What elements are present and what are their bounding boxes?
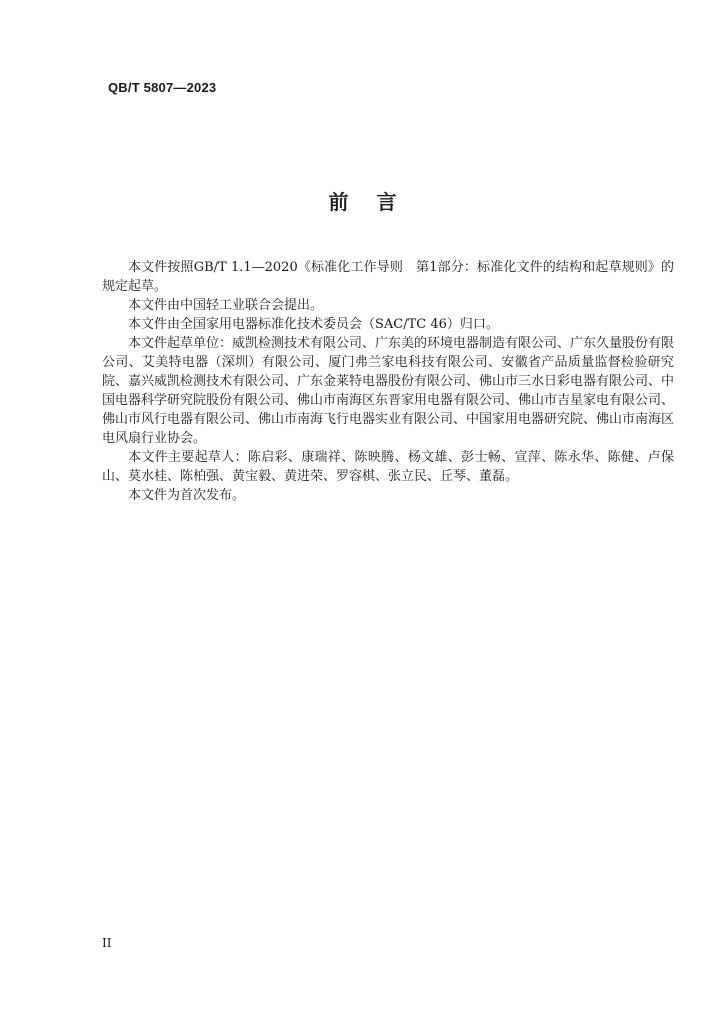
paragraph-main-drafters: 本文件主要起草人：陈启彩、康瑞祥、陈映腾、杨文雄、彭士畅、宣萍、陈永华、陈健、卢保山、莫水桂、陈柏强、黄宝毅、黄进荣、罗容棋、张立民、丘琴、董磊。 bbox=[102, 450, 674, 484]
document-code-header: QB/T 5807—2023 bbox=[108, 80, 217, 95]
paragraph-drafting-units: 本文件起草单位：威凯检测技术有限公司、广东美的环境电器制造有限公司、广东久量股份有限公司、艾美特电器（深圳）有限公司、厦门弗兰家电科技有限公司、安徽省产品质量监督检验研究院、嘉兴威凯检测技术有限公司、广东金莱特电器股份有限公司、佛山市三水日彩电器有限公司、中国电器科学研究院股份有限公司、佛山市南海区东晋家用电器有限公司、佛山市吉星家电有限公司、佛山市风行电器有限公司、佛山市南海飞行电器实业有限公司、中国家用电器研究院、佛山市南海区电风扇行业协会。 bbox=[102, 336, 675, 446]
page-number: II bbox=[102, 936, 112, 950]
paragraph-proposer: 本文件由中国轻工业联合会提出。 bbox=[128, 298, 324, 313]
paragraph-administrator: 本文件由全国家用电器标准化技术委员会（SAC/TC 46）归口。 bbox=[128, 317, 499, 332]
page-title: 前言 bbox=[328, 190, 425, 214]
foreword-body bbox=[102, 258, 674, 505]
paragraph-first-release: 本文件为首次发布。 bbox=[128, 488, 246, 503]
paragraph-drafting-rules: 本文件按照GB/T 1.1—2020《标准化工作导则 第1部分：标准化文件的结构和起草规则》的规定起草。 bbox=[102, 260, 674, 294]
